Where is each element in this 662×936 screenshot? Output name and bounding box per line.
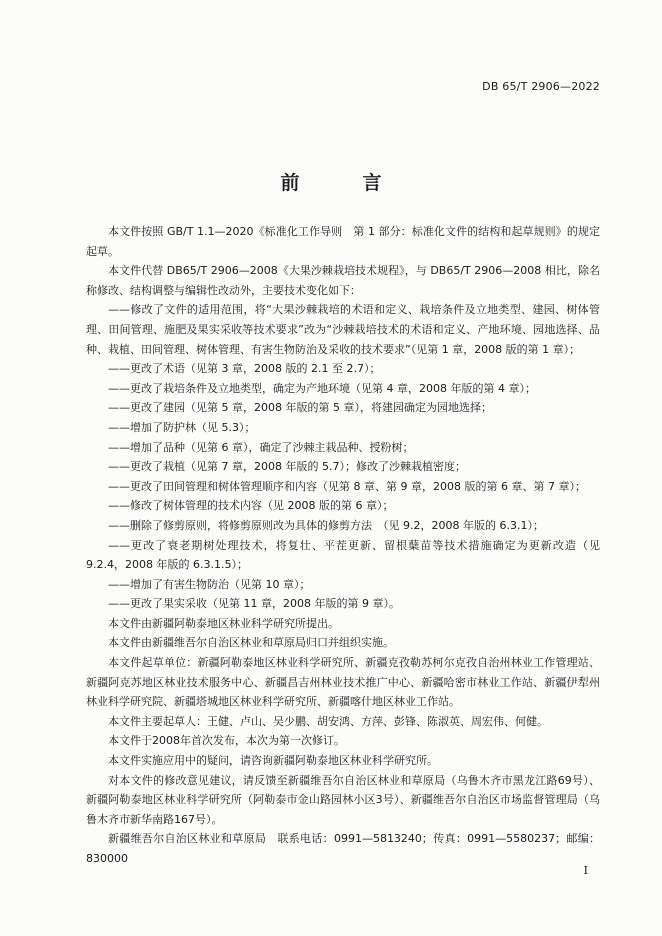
change-item: ——更改了栽植（见第 7 章，2008 年版的 5.7）；修改了沙棘栽植密度； [108, 460, 466, 474]
change-item: ——更改了术语（见第 3 章，2008 版的 2.1 至 2.7）； [108, 362, 381, 376]
change-item: ——修改了树体管理的技术内容（见 2008 版的第 6 章）； [108, 499, 394, 513]
change-item: ——更改了建园（见第 5 章，2008 年版的第 5 章），将建园确定为园地选择； [108, 401, 492, 415]
change-item: ——更改了衰老期树处理技术，将复壮、平茬更新、留根蘖苗等技术措施确定为更新改造（见 9.2.4，2008 年版的 6.3.1.5）； [86, 538, 600, 572]
paragraph-drafting-basis: 本文件按照 GB/T 1.1—2020《标准化工作导则 第 1 部分：标准化文件的结构和起草规则》的规定起草。 [86, 225, 600, 258]
paragraph-drafting-units: 本文件起草单位：新疆阿勒泰地区林业科学研究所、新疆克孜勒苏柯尔克孜自治州林业工作管理站、新疆阿克苏地区林业技术服务中心、新疆昌吉州林业技术推广中心、新疆哈密市林业工作站、新疆伊犁州林业科学研究院、新疆塔城地区林业科学研究所、新疆喀什地区林业工作站。 [86, 656, 600, 709]
change-item: ——增加了品种（见第 6 章），确定了沙棘主栽品种、授粉树； [108, 440, 414, 454]
paragraph-administrator: 本文件由新疆维吾尔自治区林业和草原局归口并组织实施。 [108, 636, 394, 650]
paragraph-drafters: 本文件主要起草人：王健、卢山、吴少鹏、胡安鸿、方萍、彭锋、陈淑英、周宏伟、何健。 [108, 714, 548, 728]
paragraph-history: 本文件于2008年首次发布，本次为第一次修订。 [108, 734, 345, 748]
paragraph-replacement: 本文件代替 DB65/T 2906—2008《大果沙棘栽培技术规程》，与 DB65/T 2906—2008 相比，除名称修改、结构调整与编辑性改动外，主要技术变化如下： [86, 264, 600, 297]
paragraph-inquiries: 本文件实施应用中的疑问，请咨询新疆阿勒泰地区林业科学研究所。 [108, 754, 438, 768]
change-item: ——增加了防护林（见 5.3）； [108, 420, 256, 434]
paragraph-feedback: 对本文件的修改意见建议，请反馈至新疆维吾尔自治区林业和草原局（乌鲁木齐市黑龙江路69号）、新疆阿勒泰地区林业科学研究所（阿勒泰市金山路园林小区3号）、新疆维吾尔自治区市场监督管理局（乌鲁木齐市新华南路167号）。 [86, 773, 600, 826]
standard-code: DB 65/T 2906—2022 [482, 80, 600, 93]
change-item: ——更改了田间管理和树体管理顺序和内容（见第 8 章、第 9 章，2008 版的第 6 章、第 7 章）； [108, 479, 586, 493]
change-item: ——修改了文件的适用范围，将“大果沙棘栽培的术语和定义、栽培条件及立地类型、建园、树体管理、田间管理、施肥及果实采收等技术要求”改为“沙棘栽培技术的术语和定义、产地环境、园地选择、品种、栽植、田间管理、树体管理、有害生物防治及采收的技术要求”（见第 1 章，2008 版的第 1 章）； [86, 303, 600, 356]
change-item: ——更改了果实采收（见第 11 章，2008 年版的第 9 章）。 [108, 597, 400, 611]
change-item: ——更改了栽培条件及立地类型，确定为产地环境（见第 4 章，2008 年版的第 4 章）； [108, 381, 536, 395]
document-body [86, 222, 600, 869]
page-title: 前 言 [280, 172, 404, 194]
change-item: ——删除了修剪原则，将修剪原则改为具体的修剪方法 （见 9.2，2008 年版的 6.3.1）； [108, 518, 544, 532]
paragraph-proposer: 本文件由新疆阿勒泰地区林业科学研究所提出。 [108, 616, 339, 630]
page-number: I [583, 864, 588, 877]
change-item: ——增加了有害生物防治（见第 10 章）； [108, 577, 311, 591]
paragraph-contact: 新疆维吾尔自治区林业和草原局 联系电话：0991—5813240；传真：0991—5580237；邮编：830000 [86, 832, 600, 865]
